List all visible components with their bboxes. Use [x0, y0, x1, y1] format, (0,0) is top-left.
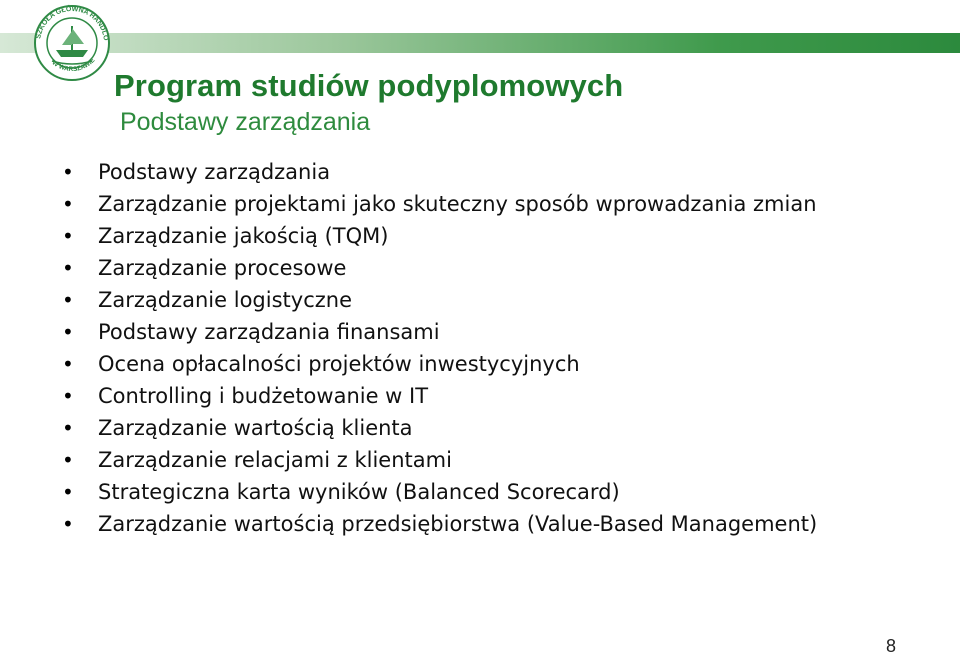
bullet-icon: •	[62, 320, 74, 344]
list-item	[60, 224, 920, 248]
list-item	[60, 352, 920, 376]
list-item-text: Podstawy zarządzania	[98, 160, 331, 184]
list-item-text: Strategiczna karta wyników (Balanced Scorecard)	[98, 480, 620, 504]
bullet-icon: •	[62, 352, 74, 376]
list-item-text: Zarządzanie procesowe	[98, 256, 347, 280]
bullet-icon: •	[62, 416, 74, 440]
list-item	[60, 192, 920, 216]
bullet-icon: •	[62, 512, 74, 536]
svg-text:W WARSZAWIE: W WARSZAWIE	[50, 56, 97, 74]
list-item-text: Controlling i budżetowanie w IT	[98, 384, 429, 408]
bullet-icon: •	[62, 448, 74, 472]
bullet-icon: •	[62, 160, 74, 184]
page-number: 8	[886, 636, 897, 656]
list-item-text: Zarządzanie logistyczne	[98, 288, 352, 312]
list-item-text: Zarządzanie wartością przedsiębiorstwa (Value-Based Management)	[98, 512, 818, 536]
list-item	[60, 480, 920, 504]
list-item-text: Podstawy zarządzania finansami	[98, 320, 440, 344]
list-item-text: Zarządzanie wartością klienta	[98, 416, 413, 440]
list-item-text: Zarządzanie jakością (TQM)	[98, 224, 389, 248]
list-item	[60, 416, 920, 440]
list-item-text: Zarządzanie projektami jako skuteczny sposób wprowadzania zmian	[98, 192, 817, 216]
svg-text:SZKOŁA GŁÓWNA HANDLOWA: SZKOŁA GŁÓWNA HANDLO	[35, 5, 109, 42]
header-green-bar	[0, 33, 960, 53]
bullet-icon: •	[62, 256, 74, 280]
course-list	[60, 160, 920, 544]
bullet-icon: •	[62, 480, 74, 504]
list-item	[60, 448, 920, 472]
list-item	[60, 256, 920, 280]
bullet-icon: •	[62, 192, 74, 216]
list-item	[60, 384, 920, 408]
list-item	[60, 320, 920, 344]
list-item	[60, 160, 920, 184]
list-item	[60, 288, 920, 312]
list-item-text: Ocena opłacalności projektów inwestycyjnych	[98, 352, 580, 376]
page-title: Program studiów podyplomowych	[114, 68, 624, 103]
bullet-icon: •	[62, 384, 74, 408]
bullet-icon: •	[62, 224, 74, 248]
page-subtitle: Podstawy zarządzania	[120, 108, 371, 136]
list-item	[60, 512, 920, 536]
university-seal-logo	[26, 4, 118, 82]
bullet-icon: •	[62, 288, 74, 312]
list-item-text: Zarządzanie relacjami z klientami	[98, 448, 452, 472]
